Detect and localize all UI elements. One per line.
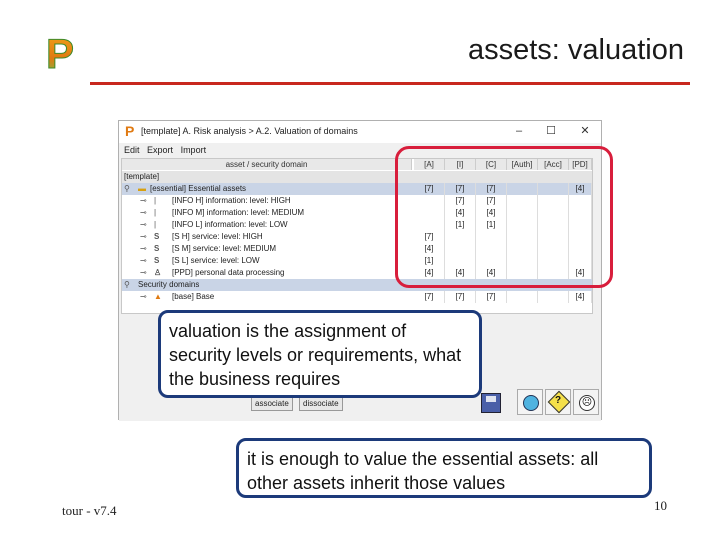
- cell-c[interactable]: [1]: [476, 219, 507, 231]
- svg-text:P: P: [46, 30, 75, 74]
- cell-auth[interactable]: [507, 291, 538, 303]
- column-header-pd[interactable]: [PD]: [569, 159, 592, 170]
- cell-a[interactable]: [4]: [414, 267, 445, 279]
- help-button[interactable]: [545, 389, 571, 415]
- dissociate-button[interactable]: dissociate: [299, 397, 343, 411]
- menu-edit[interactable]: Edit: [124, 145, 140, 155]
- column-header-domain[interactable]: asset / security domain: [122, 159, 412, 170]
- title-divider: [90, 82, 690, 85]
- footer-version: tour - v7.4: [62, 503, 117, 518]
- domain-icon: ▲: [154, 292, 162, 301]
- row-label: [S H] service: level: HIGH: [172, 232, 263, 241]
- cell-i[interactable]: [4]: [445, 267, 476, 279]
- pilar-logo: [44, 30, 84, 74]
- inherit-callout: it is enough to value the essential assets: all other assets inherit those values: [236, 438, 652, 498]
- service-icon: S: [154, 232, 160, 241]
- question-mark: ?: [554, 395, 562, 406]
- window-titlebar: [119, 121, 601, 143]
- key-icon: ⊸: [140, 220, 147, 229]
- column-header-a[interactable]: [A]: [414, 159, 445, 170]
- row-label: Security domains: [138, 280, 200, 289]
- row-label: [INFO M] information: level: MEDIUM: [172, 208, 305, 217]
- row-label: [S M] service: level: MEDIUM: [172, 244, 277, 253]
- cell-pd[interactable]: [4]: [569, 183, 592, 195]
- cancel-button[interactable]: [573, 389, 599, 415]
- sad-face-icon: ☹: [579, 395, 595, 411]
- valuation-callout: valuation is the assignment of security levels or requirements, what the business requires: [158, 310, 482, 398]
- cell-a[interactable]: [7]: [414, 231, 445, 243]
- row-label: [INFO L] information: level: LOW: [172, 220, 288, 229]
- key-icon: ⊸: [140, 292, 147, 301]
- cell-c[interactable]: [7]: [476, 291, 507, 303]
- app-icon: P: [125, 123, 135, 139]
- cell-a[interactable]: [4]: [414, 243, 445, 255]
- minimize-button[interactable]: –: [515, 125, 523, 137]
- key-icon: ⊸: [140, 256, 147, 265]
- menu-export[interactable]: Export: [147, 145, 174, 155]
- cell-i[interactable]: [7]: [445, 195, 476, 207]
- highlight-box: [395, 146, 613, 288]
- key-icon: ⊸: [140, 232, 147, 241]
- page-number: 10: [654, 498, 667, 513]
- info-icon: |: [154, 220, 157, 229]
- service-icon: S: [154, 244, 160, 253]
- row-label: [S L] service: level: LOW: [172, 256, 260, 265]
- cell-i[interactable]: [4]: [445, 207, 476, 219]
- folder-icon: ▬: [138, 184, 146, 193]
- tree-toggle-icon[interactable]: ⚲: [124, 184, 130, 193]
- cell-a[interactable]: [1]: [414, 255, 445, 267]
- cell-a[interactable]: [7]: [414, 183, 445, 195]
- row-label: [base] Base: [172, 292, 215, 301]
- column-header-i[interactable]: [I]: [445, 159, 476, 170]
- cell-acc[interactable]: [538, 291, 569, 303]
- info-icon: |: [154, 196, 157, 205]
- cell-pd[interactable]: [4]: [569, 267, 592, 279]
- window-title: [template] A. Risk analysis > A.2. Valuation of domains: [141, 126, 358, 136]
- ok-button[interactable]: [517, 389, 543, 415]
- column-header-acc[interactable]: [Acc]: [538, 159, 569, 170]
- table-row[interactable]: [122, 291, 592, 303]
- row-label: [essential] Essential assets: [150, 184, 247, 193]
- column-header-auth[interactable]: [Auth]: [507, 159, 538, 170]
- maximize-button[interactable]: ☐: [546, 125, 556, 137]
- cell-c[interactable]: [7]: [476, 195, 507, 207]
- cell-c[interactable]: [4]: [476, 267, 507, 279]
- key-icon: ⊸: [140, 208, 147, 217]
- slide-title: assets: valuation: [467, 34, 684, 66]
- key-icon: ⊸: [140, 244, 147, 253]
- service-icon: S: [154, 256, 160, 265]
- save-icon[interactable]: [481, 393, 501, 413]
- key-icon: ⊸: [140, 196, 147, 205]
- cell-c[interactable]: [4]: [476, 207, 507, 219]
- cell-i[interactable]: [7]: [445, 183, 476, 195]
- row-label: [INFO H] information: level: HIGH: [172, 196, 291, 205]
- row-label: [PPD] personal data processing: [172, 268, 285, 277]
- info-icon: |: [154, 208, 157, 217]
- cell-a[interactable]: [7]: [414, 291, 445, 303]
- smile-icon: [523, 395, 539, 411]
- row-label: [template]: [124, 172, 160, 181]
- cell-i[interactable]: [1]: [445, 219, 476, 231]
- close-button[interactable]: ✕: [580, 125, 590, 137]
- personal-data-icon: ♙: [154, 268, 162, 277]
- cell-i[interactable]: [7]: [445, 291, 476, 303]
- key-icon: ⊸: [140, 268, 147, 277]
- tree-toggle-icon[interactable]: ⚲: [124, 280, 130, 289]
- menu-import[interactable]: Import: [180, 145, 207, 155]
- cell-c[interactable]: [7]: [476, 183, 507, 195]
- cell-pd[interactable]: [4]: [569, 291, 592, 303]
- associate-button[interactable]: associate: [251, 397, 293, 411]
- column-header-c[interactable]: [C]: [476, 159, 507, 170]
